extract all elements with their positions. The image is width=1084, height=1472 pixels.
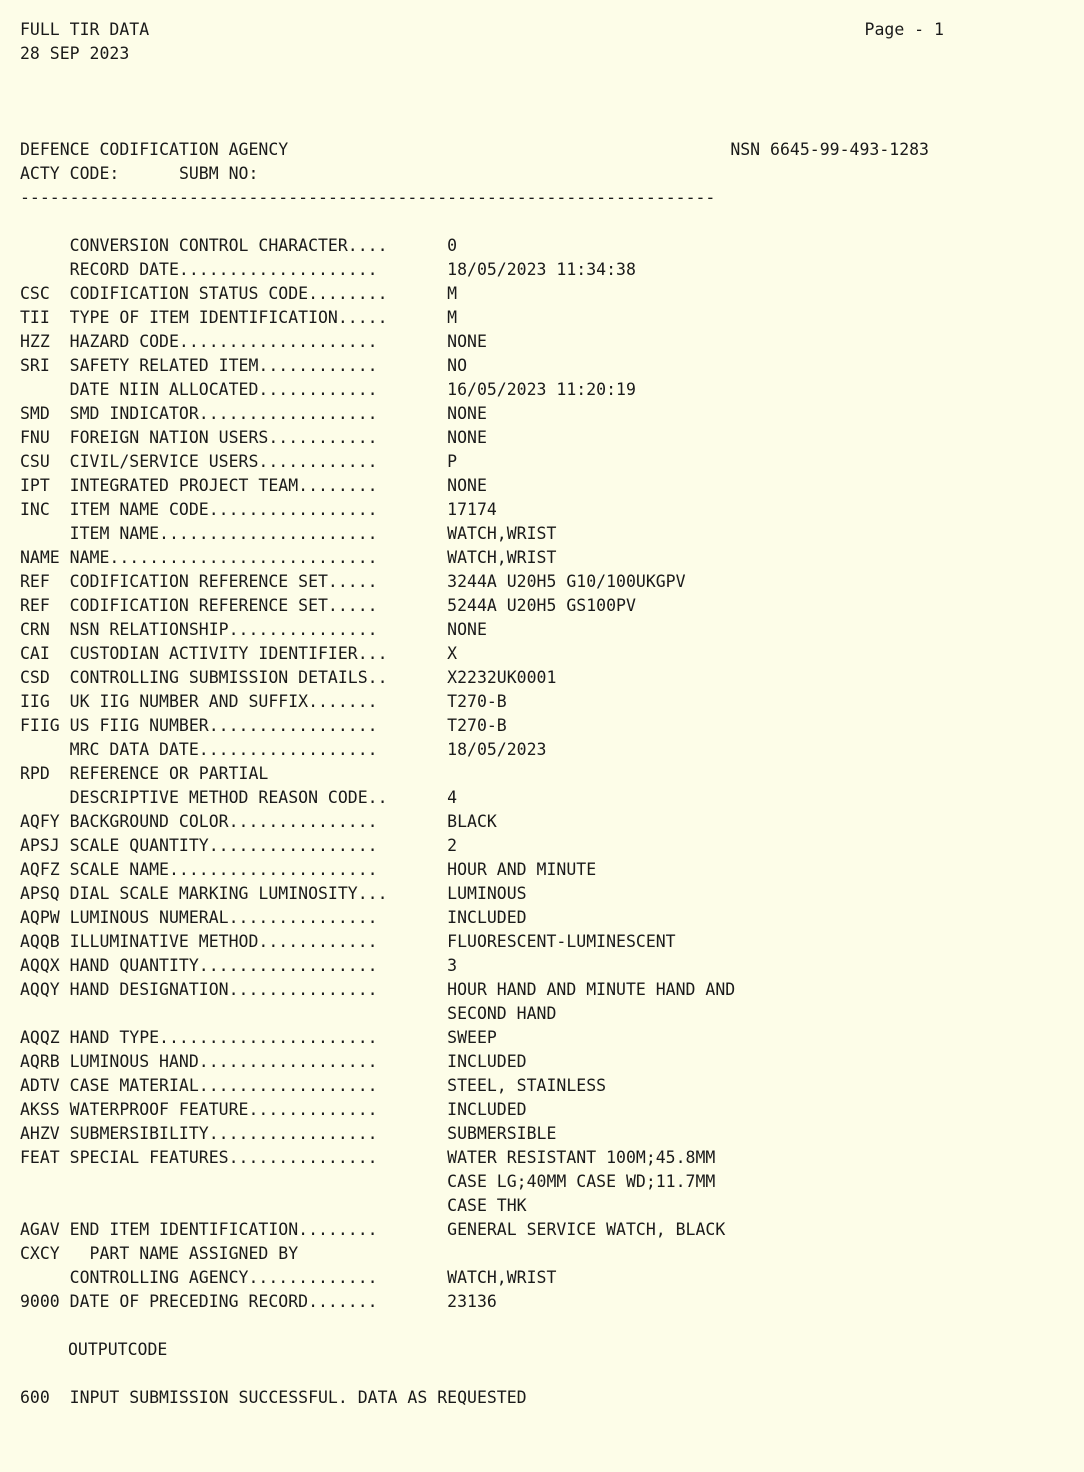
field-row	[0, 858, 1084, 882]
field-value: NONE	[447, 620, 487, 639]
field-row	[0, 738, 1084, 762]
field-code: ADTV	[20, 1076, 60, 1095]
field-label: ITEM NAME CODE.................	[69, 500, 378, 519]
field-value: INCLUDED	[447, 1052, 527, 1071]
field-label: ILLUMINATIVE METHOD............	[69, 932, 378, 951]
field-code: CSC	[20, 284, 50, 303]
field-row	[0, 978, 1084, 1002]
field-row	[0, 258, 1084, 282]
header-divider: ----------------------------------------------------------------------	[20, 188, 716, 207]
field-row	[0, 330, 1084, 354]
field-label: SCALE NAME.....................	[69, 860, 378, 879]
field-value-continuation	[0, 1170, 1084, 1194]
field-value: STEEL, STAINLESS	[447, 1076, 607, 1095]
field-label: CONVERSION CONTROL CHARACTER....	[69, 236, 388, 255]
field-code: AQRB	[20, 1052, 60, 1071]
field-value: 23136	[447, 1292, 497, 1311]
field-label: INTEGRATED PROJECT TEAM........	[69, 476, 378, 495]
field-value-continuation	[0, 1194, 1084, 1218]
field-code: CXCY	[20, 1244, 60, 1263]
field-code: 9000	[20, 1292, 60, 1311]
field-value: 17174	[447, 500, 497, 519]
field-code: CSU	[20, 452, 50, 471]
field-value: INCLUDED	[447, 908, 527, 927]
field-code: AQQZ	[20, 1028, 60, 1047]
field-value: 16/05/2023 11:20:19	[447, 380, 636, 399]
report-title: FULL TIR DATA	[20, 20, 150, 39]
field-label: HAND TYPE......................	[69, 1028, 378, 1047]
field-code: SMD	[20, 404, 50, 423]
field-value-continued: CASE THK	[447, 1196, 527, 1215]
field-label: CODIFICATION REFERENCE SET.....	[69, 596, 378, 615]
post-output-gap	[0, 1362, 1084, 1386]
pre-output-gap	[0, 1314, 1084, 1338]
field-row	[0, 450, 1084, 474]
field-value: WATCH,WRIST	[447, 1268, 557, 1287]
field-value: SWEEP	[447, 1028, 497, 1047]
field-row	[0, 618, 1084, 642]
field-code: CRN	[20, 620, 50, 639]
field-row	[0, 306, 1084, 330]
field-row	[0, 930, 1084, 954]
field-label: TYPE OF ITEM IDENTIFICATION.....	[69, 308, 388, 327]
field-row	[0, 1026, 1084, 1050]
field-row	[0, 546, 1084, 570]
field-row	[0, 762, 1084, 786]
field-label: HAND DESIGNATION...............	[69, 980, 378, 999]
field-label: LUMINOUS HAND..................	[69, 1052, 378, 1071]
field-value: 5244A U20H5 GS100PV	[447, 596, 636, 615]
header-gap	[0, 66, 1084, 138]
field-value: 2	[447, 836, 458, 855]
field-code: APSJ	[20, 836, 60, 855]
field-row	[0, 666, 1084, 690]
field-row	[0, 1098, 1084, 1122]
field-label: RECORD DATE....................	[69, 260, 378, 279]
field-value: T270-B	[447, 716, 507, 735]
field-row	[0, 1050, 1084, 1074]
field-code: NAME	[20, 548, 60, 567]
field-value: SUBMERSIBLE	[447, 1124, 557, 1143]
field-row	[0, 1290, 1084, 1314]
field-row	[0, 354, 1084, 378]
field-value: 18/05/2023	[447, 740, 547, 759]
field-label: UK IIG NUMBER AND SUFFIX.......	[69, 692, 378, 711]
field-value: T270-B	[447, 692, 507, 711]
field-code: IPT	[20, 476, 50, 495]
field-row	[0, 1122, 1084, 1146]
field-label: REFERENCE OR PARTIAL	[69, 764, 269, 783]
field-value: NONE	[447, 332, 487, 351]
field-list	[0, 234, 1084, 1314]
field-row	[0, 882, 1084, 906]
field-code: AQFY	[20, 812, 60, 831]
field-code: SRI	[20, 356, 50, 375]
field-row	[0, 690, 1084, 714]
field-code: AGAV	[20, 1220, 60, 1239]
field-value: M	[447, 284, 458, 303]
field-label: US FIIG NUMBER.................	[69, 716, 378, 735]
field-value: INCLUDED	[447, 1100, 527, 1119]
field-code: REF	[20, 572, 50, 591]
field-row	[0, 282, 1084, 306]
field-row	[0, 234, 1084, 258]
outputcode-label: OUTPUTCODE	[68, 1340, 168, 1359]
field-row	[0, 1218, 1084, 1242]
field-code: TII	[20, 308, 50, 327]
field-label: DATE NIIN ALLOCATED............	[69, 380, 378, 399]
report-date: 28 SEP 2023	[20, 44, 130, 63]
field-value: M	[447, 308, 458, 327]
field-code: AHZV	[20, 1124, 60, 1143]
field-label: ITEM NAME......................	[69, 524, 378, 543]
field-value: BLACK	[447, 812, 497, 831]
field-row	[0, 522, 1084, 546]
field-value: 4	[447, 788, 458, 807]
field-row	[0, 714, 1084, 738]
status-code: 600	[20, 1388, 50, 1407]
field-label: CODIFICATION REFERENCE SET.....	[69, 572, 378, 591]
field-row	[0, 810, 1084, 834]
field-label-continued: CONTROLLING AGENCY.............	[69, 1268, 378, 1287]
field-code: RPD	[20, 764, 50, 783]
status-text: INPUT SUBMISSION SUCCESSFUL. DATA AS REQUESTED	[69, 1388, 527, 1407]
field-code: INC	[20, 500, 50, 519]
field-label: WATERPROOF FEATURE.............	[69, 1100, 378, 1119]
field-label: PART NAME ASSIGNED BY	[69, 1244, 299, 1263]
field-value: 18/05/2023 11:34:38	[447, 260, 636, 279]
field-label-continued: DESCRIPTIVE METHOD REASON CODE..	[69, 788, 388, 807]
field-label: CODIFICATION STATUS CODE........	[69, 284, 388, 303]
field-code: FEAT	[20, 1148, 60, 1167]
field-label: END ITEM IDENTIFICATION........	[69, 1220, 378, 1239]
agency-name: DEFENCE CODIFICATION AGENCY	[20, 140, 289, 159]
field-value: WATER RESISTANT 100M;45.8MM	[447, 1148, 716, 1167]
field-value: NO	[447, 356, 468, 375]
field-label: LUMINOUS NUMERAL...............	[69, 908, 378, 927]
field-code: FIIG	[20, 716, 60, 735]
field-row	[0, 474, 1084, 498]
field-row	[0, 954, 1084, 978]
pre-fields-gap	[0, 210, 1084, 234]
field-value: WATCH,WRIST	[447, 548, 557, 567]
field-code: AQQY	[20, 980, 60, 999]
field-label: CIVIL/SERVICE USERS............	[69, 452, 378, 471]
agency-line	[0, 138, 1084, 162]
field-label: SAFETY RELATED ITEM............	[69, 356, 378, 375]
field-code: AQPW	[20, 908, 60, 927]
field-row	[0, 594, 1084, 618]
field-value: 0	[447, 236, 458, 255]
field-label: CUSTODIAN ACTIVITY IDENTIFIER...	[69, 644, 388, 663]
field-code: AQFZ	[20, 860, 60, 879]
field-code: HZZ	[20, 332, 50, 351]
field-value: FLUORESCENT-LUMINESCENT	[447, 932, 676, 951]
field-code: AKSS	[20, 1100, 60, 1119]
page-number: Page - 1	[864, 20, 944, 39]
field-value: GENERAL SERVICE WATCH, BLACK	[447, 1220, 726, 1239]
field-value: LUMINOUS	[447, 884, 527, 903]
field-row	[0, 426, 1084, 450]
field-value: NONE	[447, 428, 487, 447]
field-label: NAME...........................	[69, 548, 378, 567]
field-code: IIG	[20, 692, 50, 711]
field-row	[0, 570, 1084, 594]
field-label: MRC DATA DATE..................	[69, 740, 378, 759]
field-value: NONE	[447, 404, 487, 423]
field-label: CASE MATERIAL..................	[69, 1076, 378, 1095]
field-row	[0, 1146, 1084, 1170]
field-value: HOUR HAND AND MINUTE HAND AND	[447, 980, 736, 999]
field-value: HOUR AND MINUTE	[447, 860, 597, 879]
field-code: FNU	[20, 428, 50, 447]
field-label: BACKGROUND COLOR...............	[69, 812, 378, 831]
nsn-value: NSN 6645-99-493-1283	[730, 140, 929, 159]
field-value: NONE	[447, 476, 487, 495]
field-value: 3244A U20H5 G10/100UKGPV	[447, 572, 686, 591]
field-value-continuation	[0, 1002, 1084, 1026]
field-row	[0, 1074, 1084, 1098]
field-label: SCALE QUANTITY.................	[69, 836, 378, 855]
field-row	[0, 834, 1084, 858]
field-value: P	[447, 452, 458, 471]
field-label: SUBMERSIBILITY.................	[69, 1124, 378, 1143]
field-row	[0, 498, 1084, 522]
status-line	[0, 1386, 1084, 1410]
field-label: FOREIGN NATION USERS...........	[69, 428, 378, 447]
field-value-continued: CASE LG;40MM CASE WD;11.7MM	[447, 1172, 716, 1191]
field-row-continuation	[0, 786, 1084, 810]
field-label: SMD INDICATOR..................	[69, 404, 378, 423]
field-label: HAZARD CODE....................	[69, 332, 378, 351]
field-row	[0, 1242, 1084, 1266]
field-row	[0, 378, 1084, 402]
field-label: CONTROLLING SUBMISSION DETAILS..	[69, 668, 388, 687]
field-row	[0, 402, 1084, 426]
acty-code-line: ACTY CODE: SUBM NO:	[20, 164, 259, 183]
field-code: CSD	[20, 668, 50, 687]
field-value: 3	[447, 956, 458, 975]
field-value: WATCH,WRIST	[447, 524, 557, 543]
field-code: REF	[20, 596, 50, 615]
field-value: X	[447, 644, 458, 663]
field-label: HAND QUANTITY..................	[69, 956, 378, 975]
field-row	[0, 906, 1084, 930]
field-label: NSN RELATIONSHIP...............	[69, 620, 378, 639]
field-row-continuation	[0, 1266, 1084, 1290]
field-code: AQQX	[20, 956, 60, 975]
report-header-line-1	[0, 18, 1084, 42]
field-row	[0, 642, 1084, 666]
field-code: CAI	[20, 644, 50, 663]
field-label: DATE OF PRECEDING RECORD.......	[69, 1292, 378, 1311]
field-code: AQQB	[20, 932, 60, 951]
field-code: APSQ	[20, 884, 60, 903]
field-value-continued: SECOND HAND	[447, 1004, 557, 1023]
field-label: SPECIAL FEATURES...............	[69, 1148, 378, 1167]
field-value: X2232UK0001	[447, 668, 557, 687]
field-label: DIAL SCALE MARKING LUMINOSITY...	[69, 884, 388, 903]
